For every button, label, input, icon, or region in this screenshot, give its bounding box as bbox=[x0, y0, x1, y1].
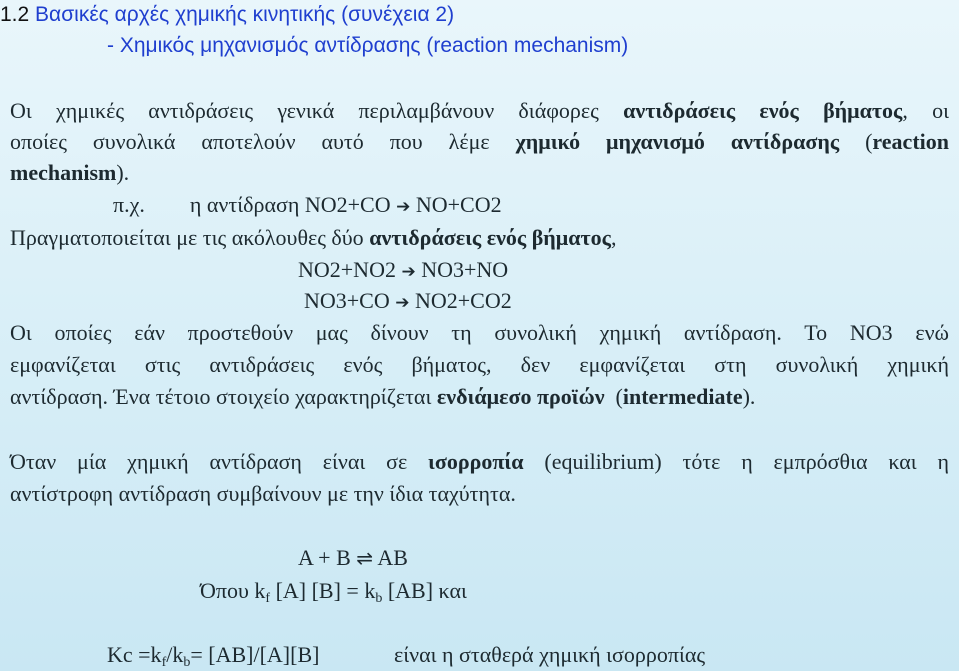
example-reaction bbox=[113, 192, 502, 220]
equilibrium-arrow-icon: ⇌ bbox=[356, 546, 374, 570]
paragraph-3-line-1: Όταν μία χημική αντίδραση είναι σε ισορροπία (equilibrium) τότε η εμπρόσθια και η bbox=[10, 449, 949, 474]
right-arrow-icon: ➔ bbox=[396, 197, 411, 217]
paragraph-1-line-3: mechanism). bbox=[10, 160, 130, 185]
paragraph-1-line-1: Οι χημικές αντιδράσεις γενικά περιλαμβάνουν διάφορες αντιδράσεις ενός βήματος, οι bbox=[10, 98, 949, 123]
equilibrium-constant-description: είναι η σταθερά χημική ισορροπίας bbox=[394, 642, 706, 667]
rate-equation: Όπου $k_f$ [A] $[B] = k_b$ [AB] και bbox=[200, 578, 467, 606]
steps-intro: Πραγματοποιείται με τις ακόλουθες δύο αντιδράσεις ενός βήματος, bbox=[10, 225, 617, 250]
bold-term: ενδιάμεσο προϊών bbox=[436, 384, 605, 409]
right-arrow-icon: ➔ bbox=[395, 293, 410, 313]
paragraph-1-line-2: οποίες συνολικά αποτελούν αυτό που λέμε χημικό μηχανισμό αντίδρασης (reaction bbox=[10, 129, 949, 154]
title-text: Βασικές αρχές χημικής κινητικής (συνέχεια 2) bbox=[35, 3, 455, 26]
step-reaction-1: NO2+NO2 ➔ NO3+NO bbox=[298, 257, 509, 282]
paragraph-2-line-1: Οι οποίες εάν προστεθούν μας δίνουν τη συνολική χημική αντίδραση. Το NO3 ενώ bbox=[10, 320, 949, 345]
reaction-reactants: η αντίδραση NO2+CO bbox=[189, 192, 391, 217]
section-number: 1.2 bbox=[0, 3, 30, 26]
bold-term: reaction bbox=[872, 129, 949, 154]
bold-term: αντιδράσεις ενός βήματος bbox=[369, 225, 611, 250]
step-reaction-2: NO3+CO ➔ NO2+CO2 bbox=[304, 288, 512, 313]
reaction-products: NO+CO2 bbox=[415, 192, 502, 217]
paragraph-2-line-3: αντίδραση. Ένα τέτοιο στοιχείο χαρακτηρίζεται ενδιάμεσο προϊών (intermediate). bbox=[10, 384, 756, 409]
equilibrium-equation: A + B ⇌ AB bbox=[298, 545, 408, 570]
example-prefix: π.χ. bbox=[113, 192, 145, 217]
bold-term: αντιδράσεις ενός βήματος bbox=[623, 98, 903, 123]
bold-term: χημικό μηχανισμό αντίδρασης bbox=[515, 129, 840, 154]
bold-term: ισορροπία bbox=[428, 449, 524, 474]
paragraph-2-line-2: εμφανίζεται στις αντιδράσεις ενός βήματος, δεν εμφανίζεται στη συνολική χημική bbox=[10, 352, 949, 377]
equilibrium-constant: $Kc =k_f/k_b= [AB]/[A][B]$ bbox=[107, 642, 320, 670]
slide-title bbox=[0, 2, 454, 28]
paragraph-3-line-2: αντίστροφη αντίδραση συμβαίνουν με την ίδια ταχύτητα. bbox=[10, 481, 516, 506]
slide-subtitle: - Χημικός μηχανισμός αντίδρασης (reaction mechanism) bbox=[107, 34, 629, 57]
bold-term: intermediate bbox=[622, 384, 743, 409]
right-arrow-icon: ➔ bbox=[401, 262, 416, 282]
bold-term: mechanism bbox=[10, 160, 117, 185]
